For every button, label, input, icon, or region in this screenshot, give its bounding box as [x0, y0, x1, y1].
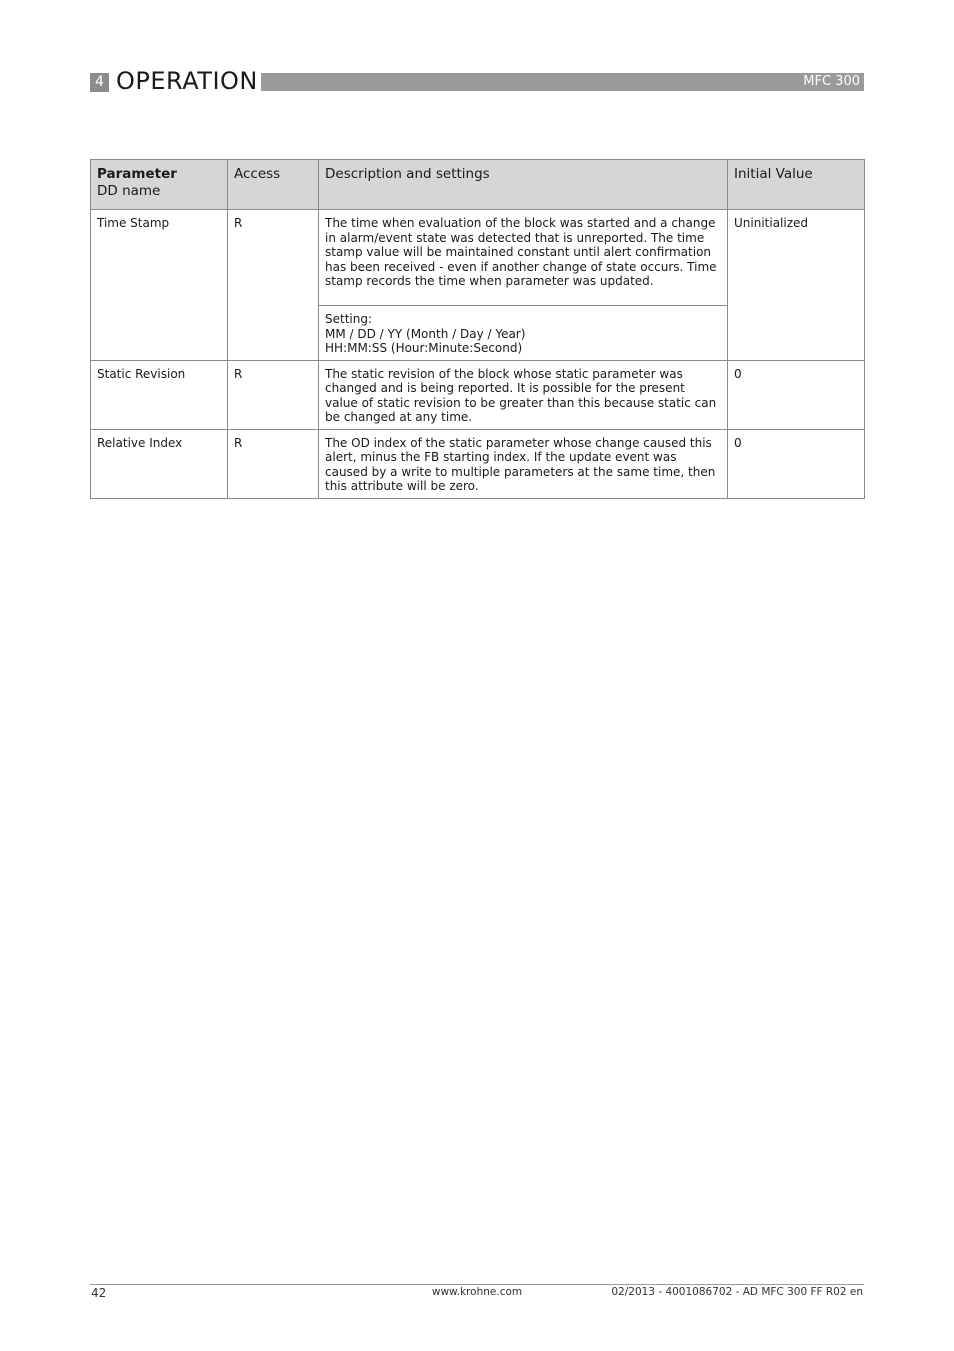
col-header-parameter-label: Parameter: [97, 166, 177, 182]
header-bar: [261, 73, 864, 91]
cell-description: The time when evaluation of the block was started and a change in alarm/event state was detected that is unreported. The time stamp value will be maintained constant until alert confirmation has been received - even if another change of state occurs. Time stamp records the time when parameter was updated.: [319, 210, 728, 306]
cell-initial-value: 0: [728, 429, 865, 498]
footer-doc-ref: 02/2013 - 4001086702 - AD MFC 300 FF R02 en: [611, 1286, 863, 1298]
cell-description: The static revision of the block whose static parameter was changed and is being reported. It is possible for the present value of static revision to be greater than this because static can be changed at any time.: [319, 360, 728, 429]
chapter-title: OPERATION: [116, 67, 258, 95]
cell-parameter: Time Stamp: [91, 210, 228, 361]
cell-access: R: [228, 429, 319, 498]
cell-initial-value: 0: [728, 360, 865, 429]
cell-parameter: Static Revision: [91, 360, 228, 429]
table-row: [91, 429, 865, 498]
cell-initial-value: Uninitialized: [728, 210, 865, 361]
table-header-row: [91, 160, 865, 210]
chapter-number: 4: [90, 73, 109, 92]
col-header-dd-name: DD name: [97, 183, 161, 199]
cell-access: R: [228, 210, 319, 361]
page-number: 42: [91, 1286, 107, 1300]
product-name: MFC 300: [803, 74, 860, 89]
cell-access: R: [228, 360, 319, 429]
cell-parameter: Relative Index: [91, 429, 228, 498]
parameter-table: [90, 159, 865, 499]
cell-description: The OD index of the static parameter whose change caused this alert, minus the FB starting index. If the update event was caused by a write to multiple parameters at the same time, then this attribute will be zero.: [319, 429, 728, 498]
footer-divider: [90, 1284, 864, 1285]
footer-website: www.krohne.com: [431, 1286, 523, 1298]
cell-setting: Setting: MM / DD / YY (Month / Day / Year) HH:MM:SS (Hour:Minute:Second): [319, 306, 728, 361]
col-header-access: Access: [228, 160, 319, 210]
page-header: [90, 67, 864, 95]
table-row: [91, 210, 865, 306]
col-header-description: Description and settings: [319, 160, 728, 210]
table-row: [91, 360, 865, 429]
col-header-initial-value: Initial Value: [728, 160, 865, 210]
col-header-parameter: [91, 160, 228, 210]
